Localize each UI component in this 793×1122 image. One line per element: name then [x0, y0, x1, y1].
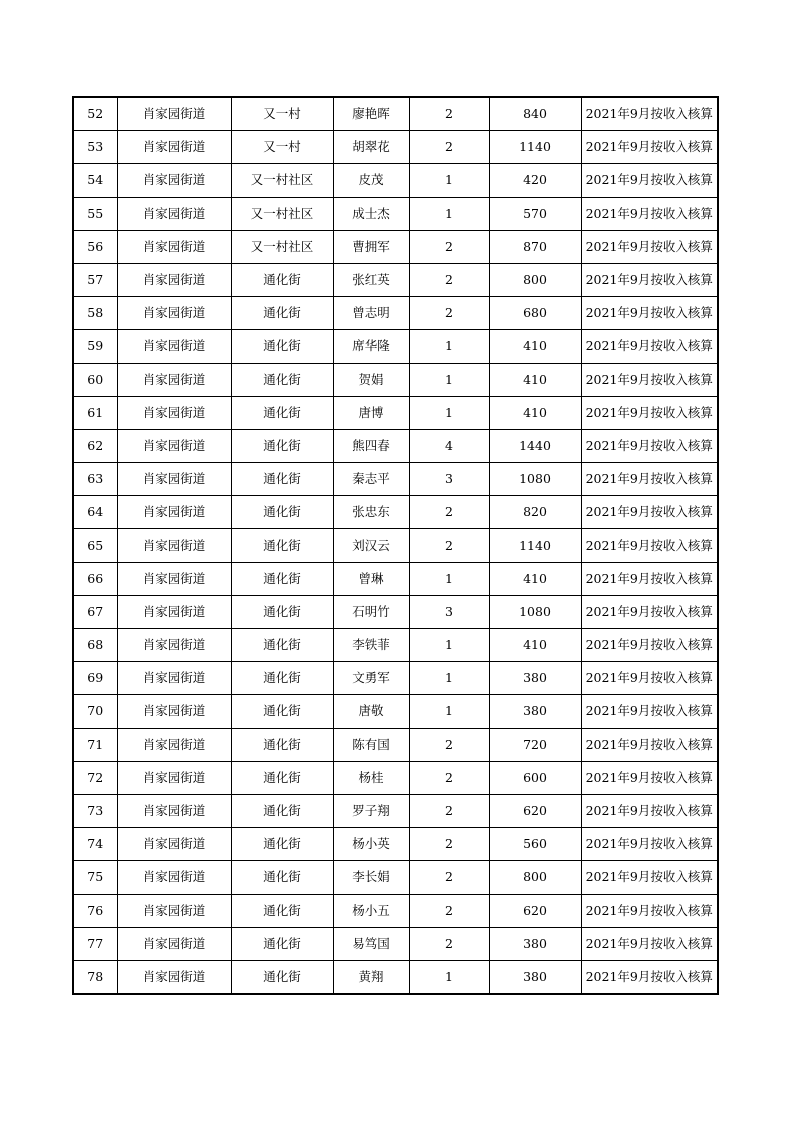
street-cell: 肖家园街道 [117, 927, 231, 960]
amount-cell: 820 [489, 496, 581, 529]
amount-cell: 420 [489, 164, 581, 197]
name-cell: 张红英 [333, 263, 409, 296]
table-row [73, 429, 718, 462]
community-cell: 又一村 [231, 97, 333, 131]
note-cell: 2021年9月按收入核算 [581, 861, 718, 894]
community-cell: 通化街 [231, 496, 333, 529]
name-cell: 刘汉云 [333, 529, 409, 562]
community-cell: 通化街 [231, 297, 333, 330]
note-cell: 2021年9月按收入核算 [581, 960, 718, 994]
note-cell: 2021年9月按收入核算 [581, 363, 718, 396]
row-number-cell: 69 [73, 662, 117, 695]
row-number-cell: 71 [73, 728, 117, 761]
household-count-cell: 3 [409, 595, 489, 628]
household-count-cell: 3 [409, 463, 489, 496]
note-cell: 2021年9月按收入核算 [581, 297, 718, 330]
amount-cell: 410 [489, 629, 581, 662]
note-cell: 2021年9月按收入核算 [581, 263, 718, 296]
note-cell: 2021年9月按收入核算 [581, 695, 718, 728]
table-row [73, 263, 718, 296]
name-cell: 张忠东 [333, 496, 409, 529]
name-cell: 杨小英 [333, 828, 409, 861]
community-cell: 通化街 [231, 529, 333, 562]
street-cell: 肖家园街道 [117, 131, 231, 164]
table-row [73, 97, 718, 131]
row-number-cell: 75 [73, 861, 117, 894]
table-row [73, 861, 718, 894]
table-row [73, 496, 718, 529]
street-cell: 肖家园街道 [117, 97, 231, 131]
amount-cell: 1440 [489, 429, 581, 462]
amount-cell: 380 [489, 662, 581, 695]
household-count-cell: 4 [409, 429, 489, 462]
name-cell: 李长娟 [333, 861, 409, 894]
amount-cell: 560 [489, 828, 581, 861]
household-count-cell: 1 [409, 396, 489, 429]
street-cell: 肖家园街道 [117, 330, 231, 363]
street-cell: 肖家园街道 [117, 894, 231, 927]
records-table [72, 96, 719, 995]
amount-cell: 380 [489, 695, 581, 728]
community-cell: 又一村 [231, 131, 333, 164]
table-row [73, 396, 718, 429]
amount-cell: 680 [489, 297, 581, 330]
household-count-cell: 2 [409, 263, 489, 296]
street-cell: 肖家园街道 [117, 761, 231, 794]
community-cell: 又一村社区 [231, 197, 333, 230]
name-cell: 熊四春 [333, 429, 409, 462]
table-row [73, 894, 718, 927]
note-cell: 2021年9月按收入核算 [581, 496, 718, 529]
amount-cell: 1080 [489, 595, 581, 628]
table-row [73, 629, 718, 662]
amount-cell: 380 [489, 960, 581, 994]
community-cell: 通化街 [231, 629, 333, 662]
household-count-cell: 1 [409, 363, 489, 396]
row-number-cell: 68 [73, 629, 117, 662]
name-cell: 易笃国 [333, 927, 409, 960]
street-cell: 肖家园街道 [117, 595, 231, 628]
table-row [73, 463, 718, 496]
household-count-cell: 2 [409, 131, 489, 164]
note-cell: 2021年9月按收入核算 [581, 828, 718, 861]
amount-cell: 800 [489, 263, 581, 296]
table-row [73, 164, 718, 197]
community-cell: 通化街 [231, 861, 333, 894]
name-cell: 文勇军 [333, 662, 409, 695]
household-count-cell: 1 [409, 960, 489, 994]
note-cell: 2021年9月按收入核算 [581, 794, 718, 827]
table-row [73, 297, 718, 330]
amount-cell: 1080 [489, 463, 581, 496]
row-number-cell: 76 [73, 894, 117, 927]
street-cell: 肖家园街道 [117, 263, 231, 296]
row-number-cell: 63 [73, 463, 117, 496]
table-row [73, 761, 718, 794]
street-cell: 肖家园街道 [117, 496, 231, 529]
row-number-cell: 55 [73, 197, 117, 230]
note-cell: 2021年9月按收入核算 [581, 396, 718, 429]
table-row [73, 728, 718, 761]
note-cell: 2021年9月按收入核算 [581, 230, 718, 263]
name-cell: 黄翔 [333, 960, 409, 994]
note-cell: 2021年9月按收入核算 [581, 529, 718, 562]
name-cell: 李铁菲 [333, 629, 409, 662]
row-number-cell: 67 [73, 595, 117, 628]
community-cell: 通化街 [231, 794, 333, 827]
note-cell: 2021年9月按收入核算 [581, 927, 718, 960]
household-count-cell: 1 [409, 562, 489, 595]
table-row [73, 197, 718, 230]
community-cell: 通化街 [231, 396, 333, 429]
community-cell: 通化街 [231, 695, 333, 728]
name-cell: 秦志平 [333, 463, 409, 496]
community-cell: 通化街 [231, 960, 333, 994]
amount-cell: 410 [489, 363, 581, 396]
note-cell: 2021年9月按收入核算 [581, 330, 718, 363]
community-cell: 通化街 [231, 429, 333, 462]
household-count-cell: 2 [409, 728, 489, 761]
name-cell: 曾志明 [333, 297, 409, 330]
community-cell: 又一村社区 [231, 230, 333, 263]
row-number-cell: 56 [73, 230, 117, 263]
note-cell: 2021年9月按收入核算 [581, 131, 718, 164]
household-count-cell: 2 [409, 761, 489, 794]
table-row [73, 529, 718, 562]
table-row [73, 562, 718, 595]
community-cell: 通化街 [231, 728, 333, 761]
amount-cell: 410 [489, 396, 581, 429]
row-number-cell: 62 [73, 429, 117, 462]
row-number-cell: 59 [73, 330, 117, 363]
household-count-cell: 1 [409, 164, 489, 197]
table-row [73, 662, 718, 695]
street-cell: 肖家园街道 [117, 828, 231, 861]
note-cell: 2021年9月按收入核算 [581, 562, 718, 595]
street-cell: 肖家园街道 [117, 396, 231, 429]
name-cell: 陈有国 [333, 728, 409, 761]
street-cell: 肖家园街道 [117, 861, 231, 894]
street-cell: 肖家园街道 [117, 960, 231, 994]
row-number-cell: 77 [73, 927, 117, 960]
household-count-cell: 1 [409, 197, 489, 230]
row-number-cell: 64 [73, 496, 117, 529]
note-cell: 2021年9月按收入核算 [581, 97, 718, 131]
street-cell: 肖家园街道 [117, 529, 231, 562]
name-cell: 杨桂 [333, 761, 409, 794]
street-cell: 肖家园街道 [117, 463, 231, 496]
household-count-cell: 2 [409, 297, 489, 330]
street-cell: 肖家园街道 [117, 728, 231, 761]
name-cell: 皮茂 [333, 164, 409, 197]
street-cell: 肖家园街道 [117, 794, 231, 827]
amount-cell: 800 [489, 861, 581, 894]
row-number-cell: 61 [73, 396, 117, 429]
row-number-cell: 74 [73, 828, 117, 861]
community-cell: 通化街 [231, 595, 333, 628]
name-cell: 唐博 [333, 396, 409, 429]
community-cell: 通化街 [231, 927, 333, 960]
table-row [73, 131, 718, 164]
household-count-cell: 2 [409, 529, 489, 562]
row-number-cell: 57 [73, 263, 117, 296]
community-cell: 通化街 [231, 463, 333, 496]
community-cell: 通化街 [231, 894, 333, 927]
table-row [73, 330, 718, 363]
community-cell: 通化街 [231, 363, 333, 396]
name-cell: 唐敬 [333, 695, 409, 728]
name-cell: 曾琳 [333, 562, 409, 595]
household-count-cell: 2 [409, 894, 489, 927]
note-cell: 2021年9月按收入核算 [581, 894, 718, 927]
amount-cell: 720 [489, 728, 581, 761]
household-count-cell: 1 [409, 629, 489, 662]
note-cell: 2021年9月按收入核算 [581, 463, 718, 496]
amount-cell: 410 [489, 330, 581, 363]
row-number-cell: 65 [73, 529, 117, 562]
note-cell: 2021年9月按收入核算 [581, 429, 718, 462]
street-cell: 肖家园街道 [117, 562, 231, 595]
street-cell: 肖家园街道 [117, 230, 231, 263]
household-count-cell: 2 [409, 794, 489, 827]
amount-cell: 380 [489, 927, 581, 960]
street-cell: 肖家园街道 [117, 629, 231, 662]
table-row [73, 595, 718, 628]
note-cell: 2021年9月按收入核算 [581, 761, 718, 794]
name-cell: 杨小五 [333, 894, 409, 927]
household-count-cell: 2 [409, 496, 489, 529]
amount-cell: 570 [489, 197, 581, 230]
table-row [73, 363, 718, 396]
community-cell: 通化街 [231, 330, 333, 363]
household-count-cell: 1 [409, 662, 489, 695]
note-cell: 2021年9月按收入核算 [581, 164, 718, 197]
amount-cell: 870 [489, 230, 581, 263]
note-cell: 2021年9月按收入核算 [581, 629, 718, 662]
street-cell: 肖家园街道 [117, 297, 231, 330]
name-cell: 廖艳晖 [333, 97, 409, 131]
amount-cell: 1140 [489, 529, 581, 562]
row-number-cell: 72 [73, 761, 117, 794]
table-row [73, 828, 718, 861]
table-row [73, 230, 718, 263]
amount-cell: 620 [489, 894, 581, 927]
name-cell: 成士杰 [333, 197, 409, 230]
row-number-cell: 54 [73, 164, 117, 197]
name-cell: 石明竹 [333, 595, 409, 628]
records-table-body [73, 97, 718, 994]
community-cell: 通化街 [231, 263, 333, 296]
amount-cell: 1140 [489, 131, 581, 164]
note-cell: 2021年9月按收入核算 [581, 595, 718, 628]
table-row [73, 794, 718, 827]
amount-cell: 410 [489, 562, 581, 595]
name-cell: 胡翠花 [333, 131, 409, 164]
street-cell: 肖家园街道 [117, 695, 231, 728]
street-cell: 肖家园街道 [117, 164, 231, 197]
street-cell: 肖家园街道 [117, 429, 231, 462]
amount-cell: 840 [489, 97, 581, 131]
household-count-cell: 2 [409, 861, 489, 894]
note-cell: 2021年9月按收入核算 [581, 197, 718, 230]
table-row [73, 927, 718, 960]
street-cell: 肖家园街道 [117, 197, 231, 230]
row-number-cell: 70 [73, 695, 117, 728]
note-cell: 2021年9月按收入核算 [581, 662, 718, 695]
amount-cell: 600 [489, 761, 581, 794]
household-count-cell: 2 [409, 230, 489, 263]
row-number-cell: 52 [73, 97, 117, 131]
row-number-cell: 60 [73, 363, 117, 396]
household-count-cell: 2 [409, 927, 489, 960]
name-cell: 曹拥军 [333, 230, 409, 263]
table-row [73, 960, 718, 994]
community-cell: 通化街 [231, 761, 333, 794]
note-cell: 2021年9月按收入核算 [581, 728, 718, 761]
household-count-cell: 1 [409, 695, 489, 728]
household-count-cell: 2 [409, 97, 489, 131]
row-number-cell: 78 [73, 960, 117, 994]
name-cell: 罗子翔 [333, 794, 409, 827]
community-cell: 通化街 [231, 562, 333, 595]
row-number-cell: 58 [73, 297, 117, 330]
community-cell: 通化街 [231, 662, 333, 695]
row-number-cell: 73 [73, 794, 117, 827]
street-cell: 肖家园街道 [117, 662, 231, 695]
household-count-cell: 2 [409, 828, 489, 861]
name-cell: 席华隆 [333, 330, 409, 363]
row-number-cell: 53 [73, 131, 117, 164]
table-row [73, 695, 718, 728]
community-cell: 通化街 [231, 828, 333, 861]
name-cell: 贺娟 [333, 363, 409, 396]
amount-cell: 620 [489, 794, 581, 827]
street-cell: 肖家园街道 [117, 363, 231, 396]
community-cell: 又一村社区 [231, 164, 333, 197]
row-number-cell: 66 [73, 562, 117, 595]
household-count-cell: 1 [409, 330, 489, 363]
